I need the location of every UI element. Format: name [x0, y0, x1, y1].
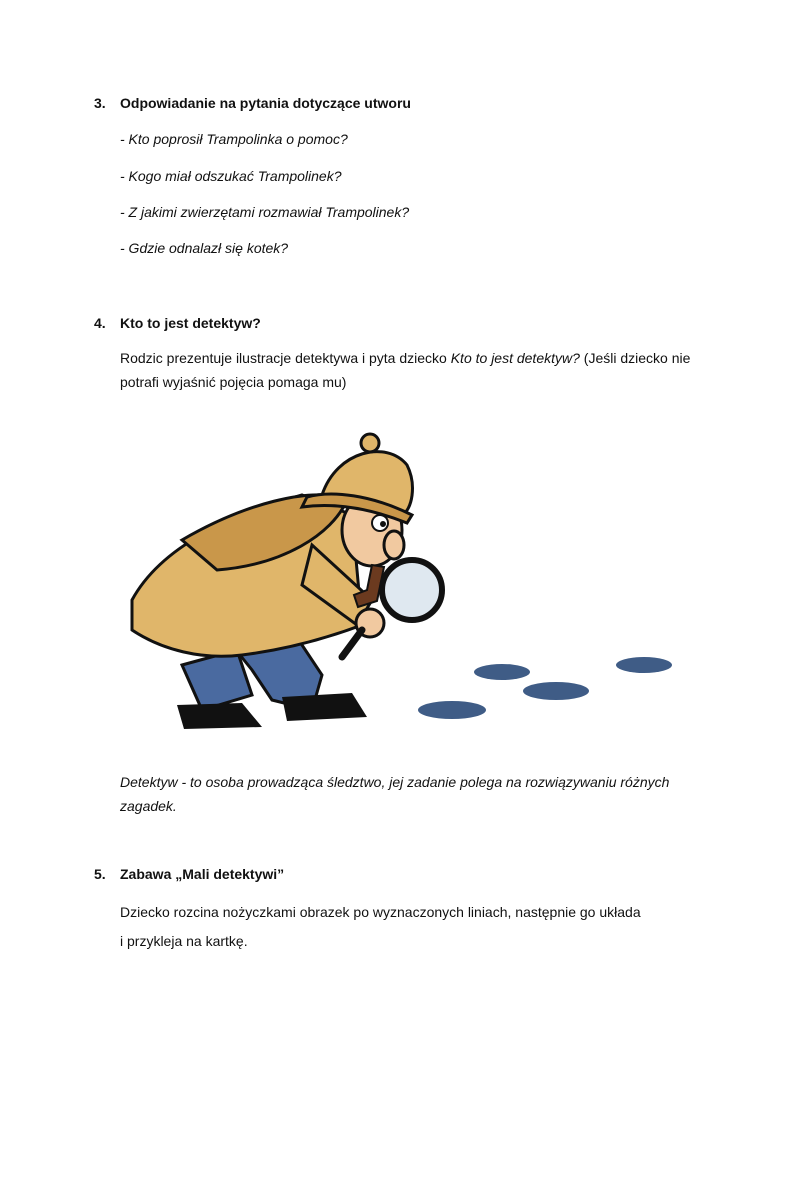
paragraph-question: Kto to jest detektyw?	[450, 350, 580, 366]
section-5-line-1: Dziecko rozcina nożyczkami obrazek po wyznaczonych liniach, następnie go układa	[120, 904, 641, 920]
detective-nose	[384, 531, 404, 559]
section-5-number: 5.	[94, 866, 106, 882]
detective-shoe	[282, 693, 367, 721]
section-3-number: 3.	[94, 95, 106, 111]
section-5-heading	[94, 866, 284, 882]
section-4-heading	[94, 315, 261, 331]
footprint	[418, 701, 486, 719]
section-3-heading	[94, 95, 411, 111]
question-2: - Kogo miał odszukać Trampolinek?	[120, 168, 342, 184]
section-4-paragraph	[120, 346, 720, 394]
detective-illustration	[122, 425, 682, 745]
section-4-title: Kto to jest detektyw?	[120, 315, 261, 331]
detective-pupil	[380, 521, 386, 527]
footprint	[616, 657, 672, 673]
footprints	[418, 657, 672, 719]
detective-leg-back	[182, 650, 252, 710]
detective-hat-bow	[361, 434, 379, 452]
question-1: - Kto poprosił Trampolinka o pomoc?	[120, 131, 348, 147]
section-4-number: 4.	[94, 315, 106, 331]
footprint	[523, 682, 589, 700]
question-4: - Gdzie odnalazł się kotek?	[120, 240, 289, 256]
question-3: - Z jakimi zwierzętami rozmawiał Trampolinek?	[120, 204, 410, 220]
paragraph-text-end: (Jeśli dziecko nie potrafi wyjaśnić pojęcia pomaga mu)	[120, 350, 691, 390]
paragraph-text-start: Rodzic prezentuje ilustracje detektywa i pyta dziecko	[120, 350, 451, 366]
detective-shoe	[177, 703, 262, 729]
section-5-line-2: i przykleja na kartkę.	[120, 933, 248, 949]
section-3-title: Odpowiadanie na pytania dotyczące utworu	[120, 95, 411, 111]
detective-definition: Detektyw - to osoba prowadząca śledztwo, jej zadanie polega na rozwiązywaniu różnych zagadek.	[120, 774, 670, 814]
section-5-title: Zabawa „Mali detektywi”	[120, 866, 285, 882]
footprint	[474, 664, 530, 680]
